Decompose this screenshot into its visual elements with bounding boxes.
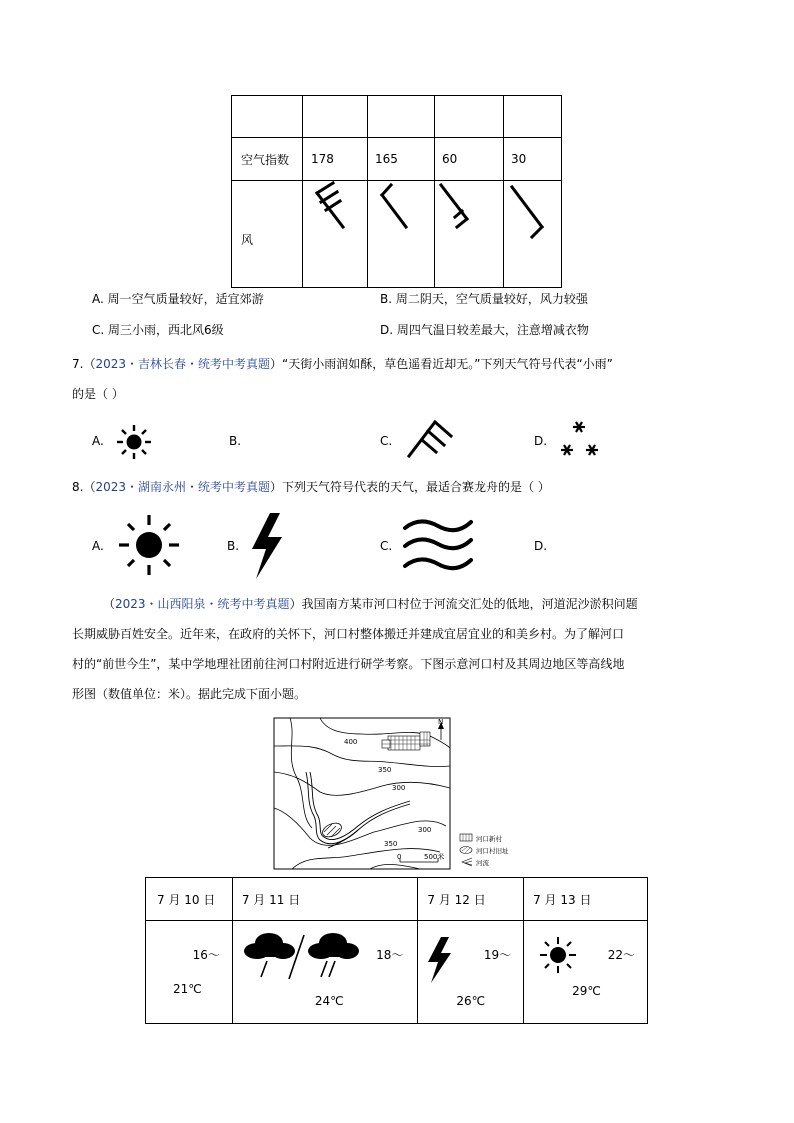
- contour-label: 300: [418, 826, 432, 834]
- bracket: ）: [270, 480, 283, 494]
- table-row: [146, 878, 648, 921]
- q8-option-d-letter[interactable]: D.: [534, 539, 548, 553]
- table-row: [146, 921, 648, 1024]
- air-index-value: 30: [504, 138, 562, 181]
- q7-option-a-letter[interactable]: A.: [92, 434, 104, 448]
- contour-map: [270, 716, 510, 872]
- table-row: [232, 138, 562, 181]
- contour-label: 400: [344, 738, 358, 746]
- passage-source: 2023・山西阳泉・统考中考真题: [115, 597, 290, 611]
- q7-stem-line2: 的是（ ）: [72, 387, 124, 401]
- contour-label: 350: [384, 840, 398, 848]
- table-cell: [368, 96, 435, 138]
- wind-flag-icon: [435, 181, 503, 284]
- bracket: ）: [289, 597, 302, 611]
- legend-label: 河口村旧址: [476, 847, 509, 855]
- option-a[interactable]: [92, 289, 264, 309]
- q8-stem: [72, 477, 550, 497]
- contour-label: 350: [378, 766, 392, 774]
- option-letter: A.: [92, 292, 104, 306]
- legend-label: 河口新村: [476, 835, 502, 843]
- sun-icon: [116, 512, 182, 578]
- lightning-icon: [250, 513, 286, 579]
- wind-cell: [368, 181, 435, 288]
- question-text: “天街小雨润如酥，草色遥看近却无。”下列天气符号代表“小雨”: [282, 357, 613, 371]
- question-number: 8.: [72, 480, 84, 494]
- temp-high: 26℃: [456, 994, 486, 1008]
- table-cell: [435, 96, 504, 138]
- passage-line3: 村的“前世今生”，某中学地理社团前往河口村附近进行研学考察。下图示意河口村及其周边地区等高线地: [72, 657, 625, 671]
- q7-option-d-letter[interactable]: D.: [534, 434, 548, 448]
- bracket: ）: [270, 357, 283, 371]
- passage-line4: 形图（数值单位：米）。据此完成下面小题。: [72, 687, 307, 701]
- forecast-cell: [524, 921, 648, 1024]
- map-legend: [460, 834, 509, 867]
- scale-end: 500米: [424, 853, 445, 861]
- sun-icon: [115, 423, 153, 461]
- table-cell: [504, 96, 562, 138]
- contour-label: 300: [392, 784, 406, 792]
- legend-label: 河流: [476, 859, 489, 867]
- air-index-value: 165: [368, 138, 435, 181]
- forecast-cell: [232, 921, 418, 1024]
- q7-stem: [72, 354, 613, 374]
- option-text: 周一空气质量较好，适宜郊游: [107, 292, 264, 306]
- snow-icon: [558, 418, 602, 460]
- temp-low: 19～: [483, 948, 512, 962]
- temp-low: 16～: [192, 948, 220, 962]
- lightning-icon: [427, 937, 453, 983]
- table-row: [232, 181, 562, 288]
- question-number: 7.: [72, 357, 84, 371]
- question-source: 2023・吉林长春・统考中考真题: [95, 357, 271, 371]
- option-text: 周三小雨，西北风6级: [108, 323, 224, 337]
- temp-high: 24℃: [314, 994, 344, 1008]
- temp-high: 29℃: [572, 984, 601, 998]
- sun-icon: [538, 935, 578, 975]
- air-index-value: 60: [435, 138, 504, 181]
- air-index-label: 空气指数: [232, 138, 303, 181]
- option-letter: C.: [92, 323, 105, 337]
- wind-flag-icon: [405, 414, 455, 458]
- table-cell: [303, 96, 368, 138]
- wind-label: 风: [232, 181, 303, 288]
- forecast-cell: [146, 921, 233, 1024]
- option-c[interactable]: [92, 320, 224, 340]
- date-header: 7 月 12 日: [418, 878, 524, 921]
- forecast-table: [145, 877, 648, 1024]
- q8-option-b-letter[interactable]: B.: [227, 539, 240, 553]
- air-index-value: 178: [303, 138, 368, 181]
- option-letter: D.: [380, 323, 394, 337]
- q7-option-b-letter[interactable]: B.: [229, 434, 242, 448]
- date-header: 7 月 10 日: [146, 878, 233, 921]
- wind-cell: [303, 181, 368, 288]
- question-text: 下列天气符号代表的天气，最适合赛龙舟的是（ ）: [282, 480, 550, 494]
- wave-icon: [402, 514, 474, 576]
- wind-flag-icon: [368, 181, 434, 284]
- bracket: （: [83, 480, 96, 494]
- option-b[interactable]: [380, 289, 588, 309]
- passage-line1: [103, 594, 638, 614]
- q8-option-c-letter[interactable]: C.: [380, 539, 393, 553]
- scale-zero: 0: [397, 853, 402, 861]
- question-source: 2023・湖南永州・统考中考真题: [95, 480, 271, 494]
- q8-option-a-letter[interactable]: A.: [92, 539, 104, 553]
- wind-cell: [504, 181, 562, 288]
- forecast-cell: [418, 921, 524, 1024]
- table-cell: [232, 96, 303, 138]
- passage-text: 我国南方某市河口村位于河流交汇处的低地，河道泥沙淤积问题: [301, 597, 638, 611]
- air-wind-table: [231, 95, 562, 288]
- passage-line2: 长期威胁百姓安全。近年来，在政府的关怀下，河口村整体搬迁并建成宜居宜业的和美乡村。为了解河口: [72, 627, 625, 641]
- temp-low: 22～: [607, 948, 635, 962]
- option-text: 周二阴天，空气质量较好，风力较强: [395, 292, 588, 306]
- wind-cell: [435, 181, 504, 288]
- cloud-rain-icon: [241, 931, 365, 983]
- north-label: N: [438, 718, 444, 726]
- date-header: 7 月 13 日: [524, 878, 648, 921]
- bracket: （: [83, 357, 96, 371]
- bracket: （: [103, 597, 116, 611]
- option-d[interactable]: [380, 320, 589, 340]
- wind-flag-icon: [504, 181, 561, 284]
- date-header: 7 月 11 日: [232, 878, 418, 921]
- temp-high: 21℃: [173, 982, 202, 996]
- q7-option-c-letter[interactable]: C.: [380, 434, 393, 448]
- option-letter: B.: [380, 292, 393, 306]
- temp-low: 18～: [376, 948, 404, 962]
- option-text: 周四气温日较差最大，注意增减衣物: [396, 323, 589, 337]
- wind-flag-icon: [303, 181, 367, 284]
